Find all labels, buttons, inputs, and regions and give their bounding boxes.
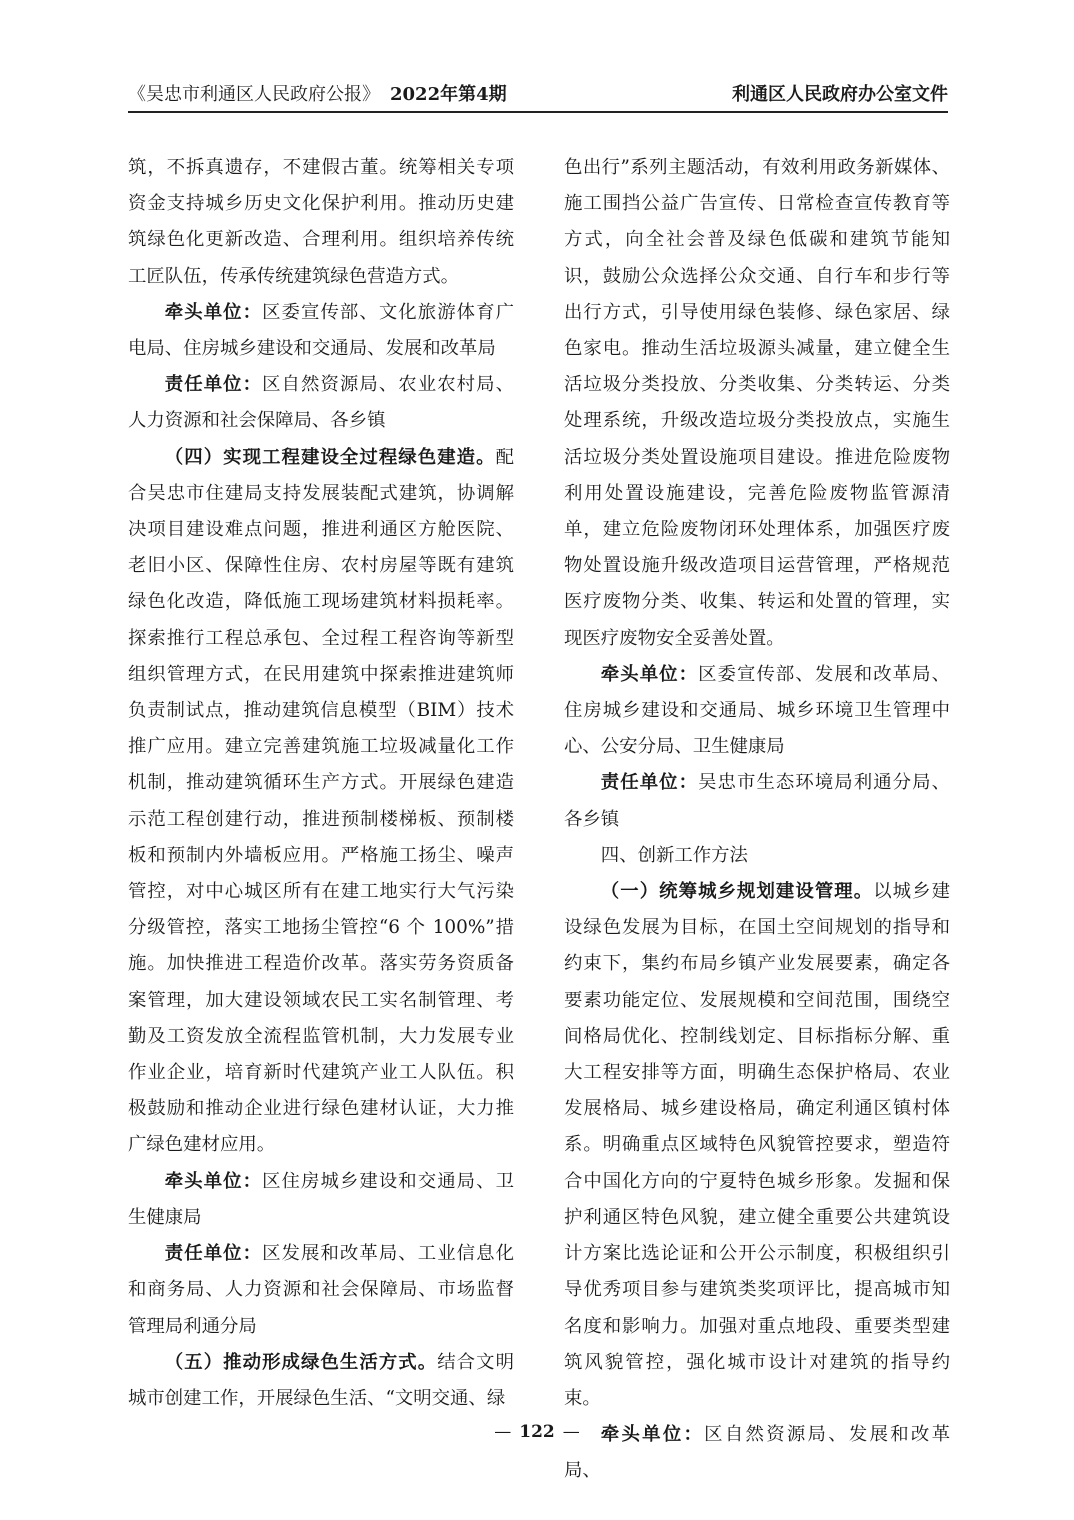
right-column [564,150,950,1490]
publication-title: 《吴忠市利通区人民政府公报》 [128,84,380,105]
header-rule [128,111,948,113]
responsible-unit-label: 责任单位： [164,1243,263,1265]
footer-dash-right: — [562,1422,580,1442]
section-paragraph [128,1345,514,1417]
lead-unit-text: 区住房城乡建设和交通局、卫生健康局 [128,1170,514,1228]
responsible-unit-text: 区发展和改革局、工业信息化和商务局、人力资源和社会保障局、市场监督管理局利通分局 [128,1243,514,1337]
responsible-unit-paragraph [564,765,950,837]
header-publication [128,80,507,106]
lead-unit-paragraph [128,295,514,367]
footer-dash-left: — [494,1422,512,1442]
issue-number: 2022年第4期 [390,84,507,105]
lead-unit-paragraph [128,1164,514,1236]
responsible-unit-text: 区自然资源局、农业农村局、人力资源和社会保障局、各乡镇 [128,374,514,432]
responsible-unit-label: 责任单位： [600,772,699,794]
section-text: 以城乡建设绿色发展为目标，在国土空间规划的指导和约束下，集约布局乡镇产业发展要素，确定各要素功能定位、发展规模和空间范围，围绕空间格局优化、控制线划定、目标指标分解、重大工程安排等方面，明确生态保护格局、农业发展格局、城乡建设格局，确定利通区镇村体系。明确重点区域特色风貌管控要求，塑造符合中国化方向的宁夏特色城乡形象。发掘和保护利通区特色风貌，建立健全重要公共建筑设计方案比选论证和公开公示制度，积极组织引导优秀项目参与建筑类奖项评比，提高城市知名度和影响力。加强对重点地段、重要类型建筑风貌管控，强化城市设计对建筑的指导约束。 [564,881,950,1409]
lead-unit-label: 牵头单位： [600,663,699,685]
page-header [128,76,948,106]
section-text: 配合吴忠市住建局支持发展装配式建筑，协调解决项目建设难点问题，推进利通区方舱医院、老旧小区、保障性住房、农村房屋等既有建筑绿色化改造，降低施工现场建筑材料损耗率。探索推行工程总承包、全过程工程咨询等新型组织管理方式，在民用建筑中探索推进建筑师负责制试点，推动建筑信息模型（BIM）技术推广应用。建立完善建筑施工垃圾减量化工作机制，推动建筑循环生产方式。开展绿色建造示范工程创建行动，推进预制楼梯板、预制楼板和预制内外墙板应用。严格施工扬尘、噪声管控，对中心城区所有在建工地实行大气污染分级管控，落实工地扬尘管控“6 个 100%”措施。加快推进工程造价改革。落实劳务资质备案管理，加大建设领域农民工实名制管理、考勤及工资发放全流程监管机制，大力发展专业作业企业，培育新时代建筑产业工人队伍。积极鼓励和推动企业进行绿色建材认证，大力推广绿色建材应用。 [128,446,514,1156]
section-text: 结合文明城市创建工作，开展绿色生活、“文明交通、绿 [128,1351,514,1409]
section-paragraph [128,440,514,1164]
page-number: 122 [519,1422,555,1442]
lead-unit-paragraph [564,657,950,766]
lead-unit-text: 区委宣传部、文化旅游体育广电局、住房城乡建设和交通局、发展和改革局 [128,301,514,360]
section-paragraph [564,874,950,1417]
lead-unit-text: 区自然资源局、发展和改革局、 [564,1424,950,1482]
responsible-unit-text: 吴忠市生态环境局利通分局、各乡镇 [564,772,950,830]
lead-unit-label: 牵头单位： [164,1170,263,1192]
section-heading: （一）统筹城乡规划建设管理。 [600,881,874,903]
paragraph: 筑，不拆真遗存，不建假古董。统筹相关专项资金支持城乡历史文化保护利用。推动历史建筑绿色化更新改造、合理利用。组织培养传统工匠队伍，传承传统建筑绿色营造方式。 [128,157,514,287]
responsible-unit-paragraph [128,1236,514,1345]
lead-unit-label: 牵头单位： [600,1424,705,1446]
left-column [128,150,514,1417]
section-heading: （四）实现工程建设全过程绿色建造。 [164,446,496,468]
paragraph: 色出行”系列主题活动，有效利用政务新媒体、施工围挡公益广告宣传、日常检查宣传教育等方式，向全社会普及绿色低碳和建筑节能知识，鼓励公众选择公众交通、自行车和步行等出行方式，引导使用绿色装修、绿色家居、绿色家电。推动生活垃圾源头减量，建立健全生活垃圾分类投放、分类收集、分类转运、分类处理系统，升级改造垃圾分类投放点，实施生活垃圾分类处置设施项目建设。推进危险废物利用处置设施建设，完善危险废物监管源清单，建立危险废物闭环处理体系，加强医疗废物处置设施升级改造项目运营管理，严格规范医疗废物分类、收集、转运和处置的管理，实现医疗废物安全妥善处置。 [564,157,950,649]
page-footer [0,1422,1074,1442]
chapter-heading: 四、创新工作方法 [600,844,748,866]
header-office: 利通区人民政府办公室文件 [732,84,948,105]
responsible-unit-paragraph [128,367,514,439]
lead-unit-label: 牵头单位： [164,301,263,323]
lead-unit-text: 区委宣传部、发展和改革局、住房城乡建设和交通局、城乡环境卫生管理中心、公安分局、卫生健康局 [564,663,950,758]
section-heading: （五）推动形成绿色生活方式。 [164,1351,438,1373]
responsible-unit-label: 责任单位： [164,374,263,396]
